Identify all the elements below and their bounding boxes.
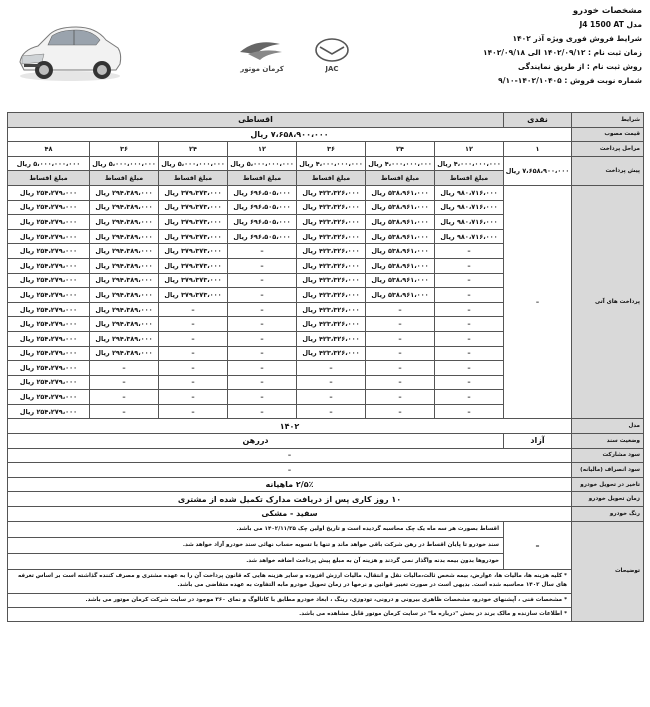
installment-value: ۲۵۴،۲۷۹،۰۰۰ ریال	[8, 200, 90, 215]
empty-cell: –	[228, 346, 297, 361]
installment-value: ۲۵۴،۲۷۹،۰۰۰ ریال	[8, 273, 90, 288]
installment-amount-label: مبلغ اقساط	[228, 171, 297, 186]
empty-cell: –	[435, 258, 504, 273]
empty-cell: –	[159, 375, 228, 390]
empty-cell: –	[435, 317, 504, 332]
empty-cell: –	[228, 375, 297, 390]
delay-value: ۲/۵٪ ماهیانه	[8, 477, 572, 492]
installment-value: ۳۷۹،۳۷۳،۰۰۰ ریال	[159, 229, 228, 244]
empty-cell: –	[297, 390, 366, 405]
empty-cell: –	[159, 302, 228, 317]
installment-value: ۲۵۴،۲۷۹،۰۰۰ ریال	[8, 346, 90, 361]
color-value: سفید - مشکی	[8, 507, 572, 522]
label-model: مدل	[572, 419, 644, 434]
label-future-payments: پرداخت های آتی	[572, 185, 644, 419]
empty-cell: –	[435, 244, 504, 259]
empty-cell: –	[228, 331, 297, 346]
installment-value: ۲۵۴،۲۷۹،۰۰۰ ریال	[8, 229, 90, 244]
label-color: رنگ خودرو	[572, 507, 644, 522]
row-prepay	[8, 156, 644, 171]
installment-value: ۲۹۴،۳۸۹،۰۰۰ ریال	[90, 317, 159, 332]
installment-value: ۳۷۹،۳۷۳،۰۰۰ ریال	[159, 273, 228, 288]
header-cash: نقدی	[504, 113, 572, 128]
installment-value: ۲۵۴،۲۷۹،۰۰۰ ریال	[8, 244, 90, 259]
empty-cell: –	[228, 244, 297, 259]
note-3: خودروها بدون بیمه بدنه واگذار نمی گردند و هزینه آن به مبلغ پیش پرداخت اضافه خواهد شد.	[8, 553, 504, 569]
note-4: * کلیه هزینه ها، مالیات ها، عوارض، بیمه شخص ثالث،مالیات نقل و انتقال، مالیات ارزش افزوده و سایر هزینه هایی که قانون پرداخت آن را به عهده مشتری و مصرف کننده گذاشته است بر اساس تعرفه های سال ۱۴۰۲ محاسبه شده است. بدیهی است در صورت تغییر قوانین و نرخها در زمان تحویل خودرو مابه التفاوت به عهده متقاضی می باشد.	[8, 569, 572, 593]
header-queue-number: شماره نوبت فروش : ۱۴۰۲/۱۰۴۰۵-۹/۱۰	[498, 76, 642, 85]
installment-value: ۹۸۰،۷۱۶،۰۰۰ ریال	[435, 215, 504, 230]
note-2: سند خودرو تا پایان اقساط در رهن شرکت باقی خواهد ماند و تنها با تسویه حساب نهائی سند خودرو آزاد خواهد شد.	[8, 537, 504, 553]
empty-cell: –	[297, 361, 366, 376]
empty-cell: –	[228, 404, 297, 419]
months-cell: ۱۲	[228, 142, 297, 157]
installment-amount-label: مبلغ اقساط	[366, 171, 435, 186]
label-stages: مراحل پرداخت	[572, 142, 644, 157]
installment-amount-label: مبلغ اقساط	[159, 171, 228, 186]
note-1: اقساط بصورت هر سه ماه یک چک محاسبه گردیده است و تاریخ اولین چک ۱۴۰۲/۱۱/۲۵ می باشد.	[8, 521, 504, 537]
empty-cell: –	[366, 390, 435, 405]
installment-value: ۳۷۹،۳۷۳،۰۰۰ ریال	[159, 288, 228, 303]
row-stages	[8, 142, 644, 157]
installment-value: ۲۵۴،۲۷۹،۰۰۰ ریال	[8, 361, 90, 376]
empty-cell: –	[228, 390, 297, 405]
installment-value: ۴۲۳،۳۲۶،۰۰۰ ریال	[297, 302, 366, 317]
installment-row	[8, 185, 644, 200]
row-color	[8, 507, 644, 522]
row-note-1	[8, 521, 644, 537]
empty-cell: –	[435, 273, 504, 288]
installment-value: ۲۵۴،۲۷۹،۰۰۰ ریال	[8, 375, 90, 390]
empty-cell: –	[366, 375, 435, 390]
empty-cell: –	[90, 390, 159, 405]
brand-logos	[226, 34, 354, 74]
months-cell: ۲۴	[366, 142, 435, 157]
empty-cell: –	[90, 361, 159, 376]
installment-amount-label: مبلغ اقساط	[8, 171, 90, 186]
installment-value: ۲۵۴،۲۷۹،۰۰۰ ریال	[8, 185, 90, 200]
installment-value: ۲۵۴،۲۷۹،۰۰۰ ریال	[8, 317, 90, 332]
row-model	[8, 419, 644, 434]
empty-cell: –	[435, 361, 504, 376]
prepay-cell: ۵،۰۰۰،۰۰۰،۰۰۰ ریال	[159, 156, 228, 171]
empty-cell: –	[366, 404, 435, 419]
model-year: ۱۴۰۲	[8, 419, 572, 434]
row-note-5	[8, 593, 644, 607]
delivery-value: ۱۰ روز کاری پس از دریافت مدارک تکمیل شده از مشتری	[8, 492, 572, 507]
installment-value: ۲۵۴،۲۷۹،۰۰۰ ریال	[8, 215, 90, 230]
installment-value: ۲۹۴،۳۸۹،۰۰۰ ریال	[90, 200, 159, 215]
installment-value: ۲۵۴،۲۷۹،۰۰۰ ریال	[8, 404, 90, 419]
table-body	[8, 113, 644, 622]
label-price: قیمت مصوب	[572, 127, 644, 142]
installment-value: ۲۵۴،۲۷۹،۰۰۰ ریال	[8, 288, 90, 303]
prepay-cell: ۵،۰۰۰،۰۰۰،۰۰۰ ریال	[228, 156, 297, 171]
empty-cell: –	[228, 273, 297, 288]
sales-conditions-table	[7, 112, 643, 622]
note-5: * مشخصات فنی ، آپشنهای خودرو، مشخصات ظاهری بیرونی و درونی، تودوزی، رینگ ، ابعاد خودرو مطابق با کاتالوگ و نمای ۳۶۰ موجود در سایت شرکت کرمان موتور می باشد.	[8, 593, 572, 607]
empty-cell: –	[90, 375, 159, 390]
installment-value: ۲۵۴،۲۷۹،۰۰۰ ریال	[8, 302, 90, 317]
header-registration-time: زمان ثبت نام : ۱۴۰۲/۰۹/۱۲ الی ۱۴۰۲/۰۹/۱۸	[483, 48, 642, 57]
installment-value: ۶۹۶،۵۰۵،۰۰۰ ریال	[228, 200, 297, 215]
installment-value: ۴۲۳،۳۲۶،۰۰۰ ریال	[297, 258, 366, 273]
header-installment: اقساطی	[8, 113, 504, 128]
prepay-cell: ۵،۰۰۰،۰۰۰،۰۰۰ ریال	[8, 156, 90, 171]
installment-value: ۵۳۸،۹۶۱،۰۰۰ ریال	[366, 200, 435, 215]
row-partnership	[8, 448, 644, 463]
empty-cell: –	[435, 302, 504, 317]
installment-value: ۲۹۴،۳۸۹،۰۰۰ ریال	[90, 229, 159, 244]
empty-cell: –	[366, 317, 435, 332]
months-cell: ۴۸	[8, 142, 90, 157]
svg-text:کرمان موتور: کرمان موتور	[240, 65, 284, 73]
installment-value: ۴۲۳،۳۲۶،۰۰۰ ریال	[297, 331, 366, 346]
label-delay: تاخیر در تحویل خودرو	[572, 477, 644, 492]
price-value: ۷،۶۵۸،۹۰۰،۰۰۰ ریال	[8, 127, 572, 142]
empty-cell: –	[366, 331, 435, 346]
installment-value: ۴۲۳،۳۲۶،۰۰۰ ریال	[297, 346, 366, 361]
empty-cell: –	[228, 317, 297, 332]
cash-stage: ۱	[504, 142, 572, 157]
header-title: مشخصات خودرو	[572, 6, 642, 16]
empty-cell: –	[159, 404, 228, 419]
label-notes: توضیحات	[572, 521, 644, 621]
empty-cell: –	[435, 331, 504, 346]
installment-value: ۲۵۴،۲۷۹،۰۰۰ ریال	[8, 331, 90, 346]
empty-cell: –	[159, 317, 228, 332]
installment-value: ۳۷۹،۳۷۳،۰۰۰ ریال	[159, 258, 228, 273]
empty-cell: –	[435, 346, 504, 361]
empty-cell: –	[159, 331, 228, 346]
partnership-value: –	[8, 448, 572, 463]
installment-value: ۲۵۴،۲۷۹،۰۰۰ ریال	[8, 258, 90, 273]
months-cell: ۳۶	[90, 142, 159, 157]
prepay-cell: ۴،۰۰۰،۰۰۰،۰۰۰ ریال	[366, 156, 435, 171]
installment-value: ۵۳۸،۹۶۱،۰۰۰ ریال	[366, 288, 435, 303]
months-cell: ۲۴	[159, 142, 228, 157]
installment-value: ۴۲۳،۳۲۶،۰۰۰ ریال	[297, 273, 366, 288]
installment-value: ۶۹۶،۵۰۵،۰۰۰ ریال	[228, 215, 297, 230]
label-delivery: زمان تحویل خودرو	[572, 492, 644, 507]
empty-cell: –	[366, 302, 435, 317]
empty-cell: –	[228, 361, 297, 376]
installment-value: ۳۷۹،۳۷۳،۰۰۰ ریال	[159, 215, 228, 230]
installment-value: ۳۷۹،۳۷۳،۰۰۰ ریال	[159, 185, 228, 200]
car-image	[14, 12, 124, 87]
label-partnership: سود مشارکت	[572, 448, 644, 463]
empty-cell: –	[435, 390, 504, 405]
empty-cell: –	[159, 361, 228, 376]
row-delivery	[8, 492, 644, 507]
empty-cell: –	[435, 404, 504, 419]
installment-value: ۵۳۸،۹۶۱،۰۰۰ ریال	[366, 215, 435, 230]
installment-value: ۳۷۹،۳۷۳،۰۰۰ ریال	[159, 244, 228, 259]
installment-value: ۴۲۳،۳۲۶،۰۰۰ ریال	[297, 229, 366, 244]
installment-amount-label: مبلغ اقساط	[435, 171, 504, 186]
cash-prepay: ۷،۶۵۸،۹۰۰،۰۰۰ ریال	[504, 156, 572, 185]
installment-value: ۲۹۴،۳۸۹،۰۰۰ ریال	[90, 244, 159, 259]
row-note-6	[8, 607, 644, 621]
installment-value: ۲۹۴،۳۸۹،۰۰۰ ریال	[90, 273, 159, 288]
installment-value: ۹۸۰،۷۱۶،۰۰۰ ریال	[435, 185, 504, 200]
page-header	[0, 0, 650, 112]
empty-cell: –	[228, 302, 297, 317]
installment-value: ۴۲۳،۳۲۶،۰۰۰ ریال	[297, 215, 366, 230]
installment-value: ۲۹۴،۳۸۹،۰۰۰ ریال	[90, 302, 159, 317]
row-delay	[8, 477, 644, 492]
installment-value: ۲۹۴،۳۸۹،۰۰۰ ریال	[90, 185, 159, 200]
note-6: * اطلاعات سازنده و مالک برند در بخش "درباره ما" در سایت کرمان موتور قابل مشاهده می باشد.	[8, 607, 572, 621]
installment-value: ۲۹۴،۳۸۹،۰۰۰ ریال	[90, 215, 159, 230]
row-conditions	[8, 113, 644, 128]
empty-cell: –	[228, 258, 297, 273]
installment-value: ۵۳۸،۹۶۱،۰۰۰ ریال	[366, 244, 435, 259]
months-cell: ۱۲	[435, 142, 504, 157]
status-cash: آزاد	[504, 434, 572, 449]
installment-value: ۲۵۴،۲۷۹،۰۰۰ ریال	[8, 390, 90, 405]
installment-amount-label: مبلغ اقساط	[297, 171, 366, 186]
installment-value: ۴۲۳،۳۲۶،۰۰۰ ریال	[297, 244, 366, 259]
empty-cell: –	[297, 404, 366, 419]
installment-value: ۴۲۳،۳۲۶،۰۰۰ ریال	[297, 185, 366, 200]
prepay-cell: ۴،۰۰۰،۰۰۰،۰۰۰ ریال	[297, 156, 366, 171]
header-sale-conditions: شرایط فروش فوری ویژه آذر ۱۴۰۲	[512, 34, 642, 43]
empty-cell: –	[159, 346, 228, 361]
cash-notes: –	[504, 521, 572, 569]
header-model: مدل J4 1500 AT	[579, 20, 642, 29]
installment-value: ۶۹۶،۵۰۵،۰۰۰ ریال	[228, 185, 297, 200]
empty-cell: –	[228, 288, 297, 303]
label-conditions: شرایط	[572, 113, 644, 128]
installment-value: ۶۹۶،۵۰۵،۰۰۰ ریال	[228, 229, 297, 244]
cash-future: –	[504, 185, 572, 419]
installment-value: ۵۳۸،۹۶۱،۰۰۰ ریال	[366, 273, 435, 288]
installment-value: ۴۲۳،۳۲۶،۰۰۰ ریال	[297, 317, 366, 332]
empty-cell: –	[297, 375, 366, 390]
svg-text:JAC: JAC	[325, 65, 339, 73]
installment-value: ۵۳۸،۹۶۱،۰۰۰ ریال	[366, 185, 435, 200]
installment-value: ۲۹۴،۳۸۹،۰۰۰ ریال	[90, 346, 159, 361]
empty-cell: –	[159, 390, 228, 405]
installment-value: ۲۹۴،۳۸۹،۰۰۰ ریال	[90, 288, 159, 303]
installment-value: ۵۳۸،۹۶۱،۰۰۰ ریال	[366, 258, 435, 273]
empty-cell: –	[435, 375, 504, 390]
installment-value: ۹۸۰،۷۱۶،۰۰۰ ریال	[435, 229, 504, 244]
row-note-4	[8, 569, 644, 593]
prepay-cell: ۴،۰۰۰،۰۰۰،۰۰۰ ریال	[435, 156, 504, 171]
row-disuse	[8, 463, 644, 478]
header-info	[482, 4, 642, 88]
installment-value: ۴۲۳،۳۲۶،۰۰۰ ریال	[297, 288, 366, 303]
installment-value: ۲۹۴،۳۸۹،۰۰۰ ریال	[90, 331, 159, 346]
installment-value: ۳۷۹،۳۷۳،۰۰۰ ریال	[159, 200, 228, 215]
prepay-cell: ۵،۰۰۰،۰۰۰،۰۰۰ ریال	[90, 156, 159, 171]
empty-cell: –	[366, 346, 435, 361]
row-status	[8, 434, 644, 449]
row-price	[8, 127, 644, 142]
installment-value: ۵۳۸،۹۶۱،۰۰۰ ریال	[366, 229, 435, 244]
installment-value: ۲۹۴،۳۸۹،۰۰۰ ریال	[90, 258, 159, 273]
empty-cell: –	[90, 404, 159, 419]
months-cell: ۳۶	[297, 142, 366, 157]
label-disuse: سود انصراف (ماليانه)	[572, 463, 644, 478]
empty-cell: –	[366, 361, 435, 376]
disuse-value: –	[8, 463, 572, 478]
header-registration-method: روش ثبت نام : از طریق نمایندگی	[518, 62, 642, 71]
installment-value: ۴۲۳،۳۲۶،۰۰۰ ریال	[297, 200, 366, 215]
empty-cell: –	[435, 288, 504, 303]
label-prepay: پیش پرداخت	[572, 156, 644, 185]
installment-amount-label: مبلغ اقساط	[90, 171, 159, 186]
label-status: وضعیت سند	[572, 434, 644, 449]
installment-value: ۹۸۰،۷۱۶،۰۰۰ ریال	[435, 200, 504, 215]
status-installment: دررهن	[8, 434, 504, 449]
